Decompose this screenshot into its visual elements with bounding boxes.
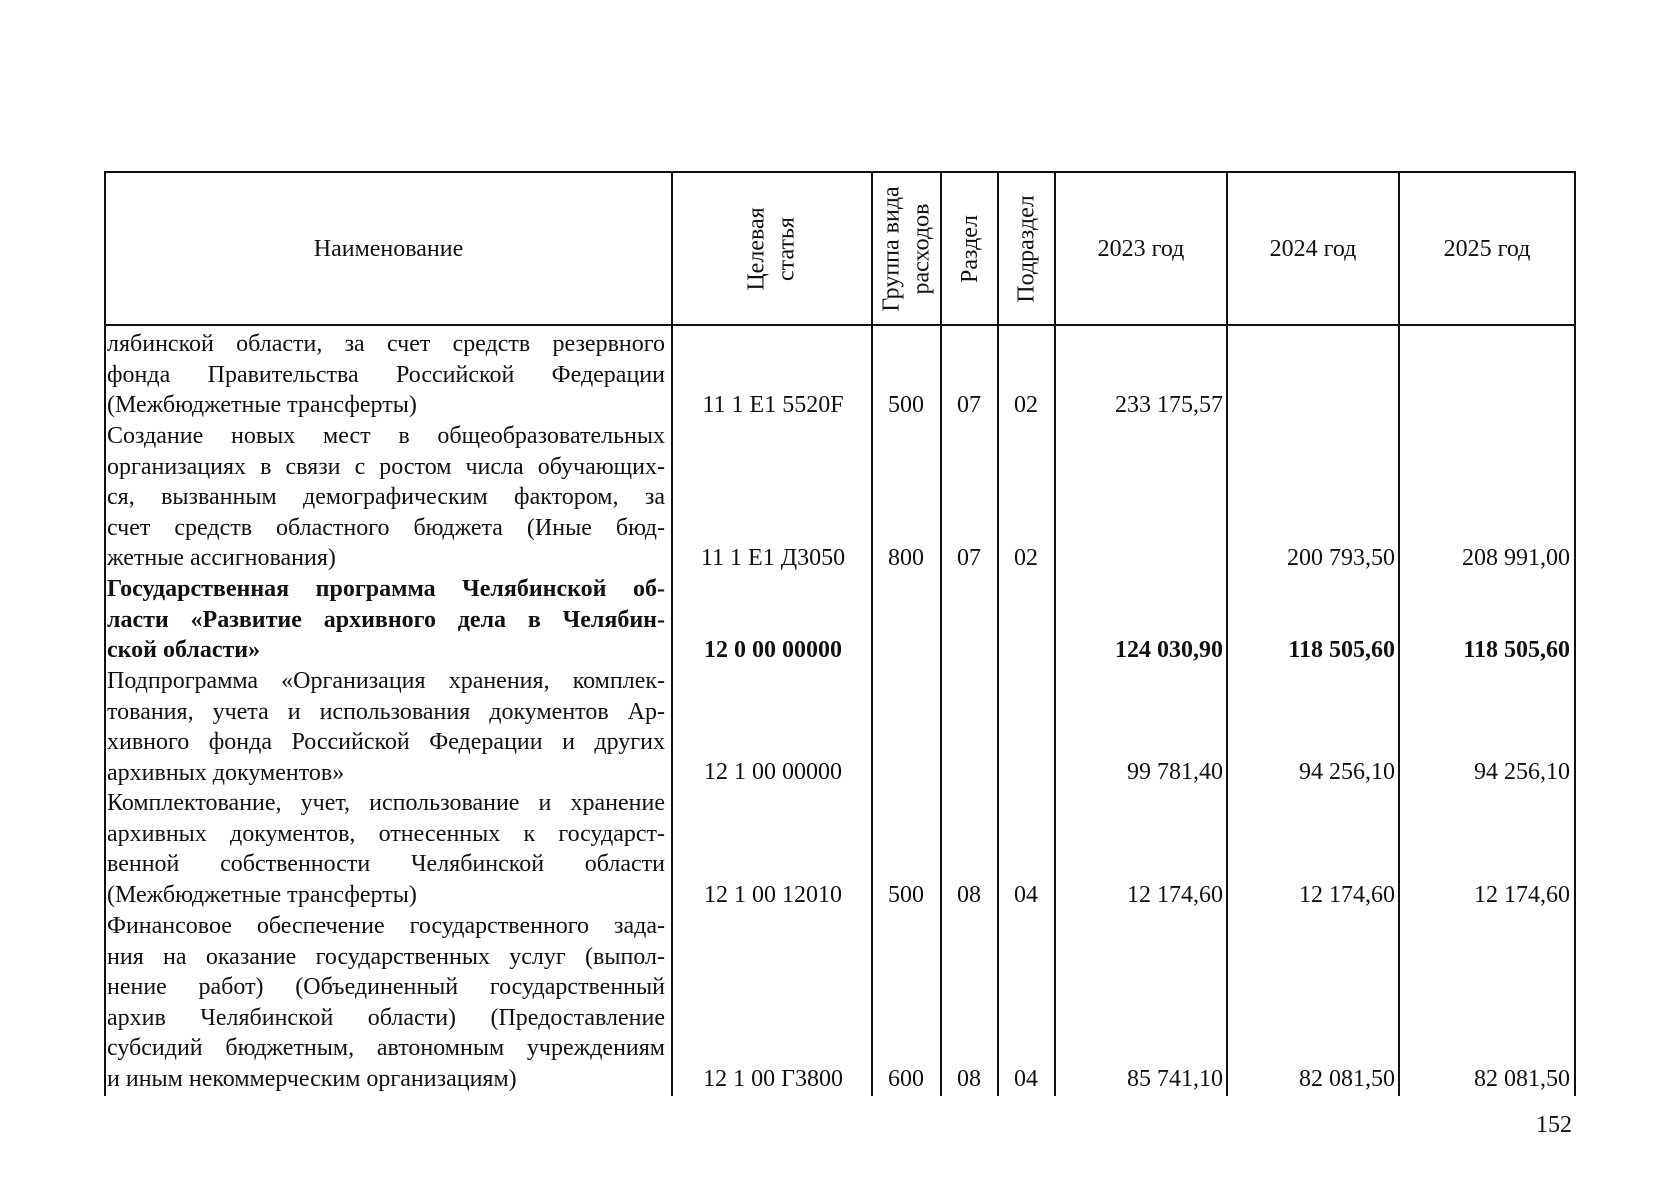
- header-target-article-label: [742, 207, 802, 290]
- name-line: ния на оказание государственных услуг (выпол-: [107, 943, 665, 970]
- row-4-name: [107, 666, 665, 788]
- header-line: расходов: [908, 203, 935, 295]
- row-5-subsection: 04: [1014, 882, 1038, 908]
- row-2-2024: 200 793,50: [1287, 545, 1395, 571]
- name-line: Государственная программа Челябинской об-: [107, 576, 665, 602]
- header-2023-label: 2023 год: [1097, 235, 1185, 262]
- name-line: архивных документов, отнесенных к государст-: [107, 820, 665, 847]
- name-line: тования, учета и использования документов Ар-: [107, 698, 665, 725]
- name-line: Создание новых мест в общеобразовательных: [107, 423, 665, 449]
- header-name-label: Наименование: [313, 235, 464, 262]
- row-5-2023: 12 174,60: [1127, 882, 1223, 908]
- name-line: архивных документов»: [107, 759, 345, 786]
- name-line: архив Челябинской области) (Предоставление: [107, 1004, 665, 1031]
- row-1-section: 07: [957, 392, 981, 418]
- name-line: ласти «Развитие архивного дела в Челябин-: [107, 606, 665, 633]
- row-2-name: [107, 421, 665, 574]
- name-line: фонда Правительства Российской Федерации: [107, 361, 665, 388]
- row-3-name: [107, 574, 665, 666]
- header-section-label: Раздел: [956, 215, 983, 283]
- col-border: [1574, 171, 1576, 1096]
- row-3-2024: 118 505,60: [1288, 637, 1395, 663]
- header-2024: [1228, 173, 1398, 325]
- row-1-code: 11 1 Е1 5520F: [702, 392, 844, 418]
- header-line: статья: [773, 217, 800, 281]
- header-2024-label: 2024 год: [1269, 235, 1357, 262]
- row-5-2024: 12 174,60: [1299, 882, 1395, 908]
- name-line: жетные ассигнования): [107, 545, 336, 572]
- name-line: организациях в связи с ростом числа обучающих-: [107, 453, 665, 480]
- header-2025: [1400, 173, 1574, 325]
- row-4-2025: 94 256,10: [1474, 759, 1570, 785]
- row-6-2025: 82 081,50: [1474, 1066, 1570, 1092]
- name-line: Подпрограмма «Организация хранения, комплек-: [107, 668, 665, 694]
- row-5-code: 12 1 00 12010: [704, 882, 842, 908]
- row-5-2025: 12 174,60: [1474, 882, 1570, 908]
- row-4-2023: 99 781,40: [1127, 759, 1223, 785]
- header-expense-group-label: [877, 186, 937, 311]
- name-line: субсидий бюджетным, автономным учреждениям: [107, 1035, 665, 1062]
- name-line: венной собственности Челябинской области: [107, 851, 665, 878]
- row-6-code: 12 1 00 Г3800: [703, 1066, 843, 1092]
- row-6-2024: 82 081,50: [1299, 1066, 1395, 1092]
- name-line: ся, вызванным демографическим фактором, за: [107, 484, 665, 511]
- name-line: лябинской области, за счет средств резервного: [107, 331, 665, 357]
- row-6-2023: 85 741,10: [1127, 1066, 1223, 1092]
- header-target-article: [673, 173, 871, 325]
- row-1-2023: 233 175,57: [1115, 392, 1223, 418]
- header-2025-label: 2025 год: [1443, 235, 1531, 262]
- name-line: Комплектование, учет, использование и хранение: [107, 790, 665, 816]
- name-line: счет средств областного бюджета (Иные бюд-: [107, 514, 665, 541]
- header-expense-group: [873, 173, 940, 325]
- header-line: Группа вида: [878, 186, 905, 312]
- row-1-group: 500: [888, 392, 924, 418]
- row-4-code: 12 1 00 00000: [704, 759, 842, 785]
- row-2-code: 11 1 Е1 Д3050: [700, 545, 846, 571]
- name-line: ской области»: [107, 637, 261, 664]
- row-6-name: [107, 911, 665, 1095]
- name-line: (Межбюджетные трансферты): [107, 392, 417, 419]
- row-6-subsection: 04: [1014, 1066, 1038, 1092]
- row-2-subsection: 02: [1014, 545, 1038, 571]
- row-3-2025: 118 505,60: [1463, 637, 1570, 663]
- row-5-section: 08: [957, 882, 981, 908]
- header-subsection-label: Подраздел: [1013, 195, 1040, 303]
- header-section: [942, 173, 997, 325]
- name-line: хивного фонда Российской Федерации и других: [107, 729, 665, 756]
- name-line: (Межбюджетные трансферты): [107, 881, 417, 908]
- name-line: Финансовое обеспечение государственного зада-: [107, 913, 665, 939]
- header-subsection: [999, 173, 1054, 325]
- row-4-2024: 94 256,10: [1299, 759, 1395, 785]
- row-5-name: [107, 788, 665, 910]
- row-6-group: 600: [888, 1066, 924, 1092]
- row-2-section: 07: [957, 545, 981, 571]
- row-2-2025: 208 991,00: [1462, 545, 1570, 571]
- row-1-subsection: 02: [1014, 392, 1038, 418]
- name-line: и иным некоммерческим организациям): [107, 1065, 517, 1092]
- row-6-section: 08: [957, 1066, 981, 1092]
- row-3-2023: 124 030,90: [1115, 637, 1223, 663]
- page-number: 152: [1536, 1112, 1572, 1138]
- row-2-group: 800: [888, 545, 924, 571]
- header-2023: [1056, 173, 1226, 325]
- budget-table: [104, 171, 1576, 1096]
- row-3-code: 12 0 00 00000: [704, 637, 842, 663]
- name-line: нение работ) (Объединенный государственный: [107, 974, 665, 1001]
- header-name: [106, 173, 671, 325]
- row-1-name: [107, 329, 665, 421]
- header-line: Целевая: [743, 207, 770, 291]
- row-5-group: 500: [888, 882, 924, 908]
